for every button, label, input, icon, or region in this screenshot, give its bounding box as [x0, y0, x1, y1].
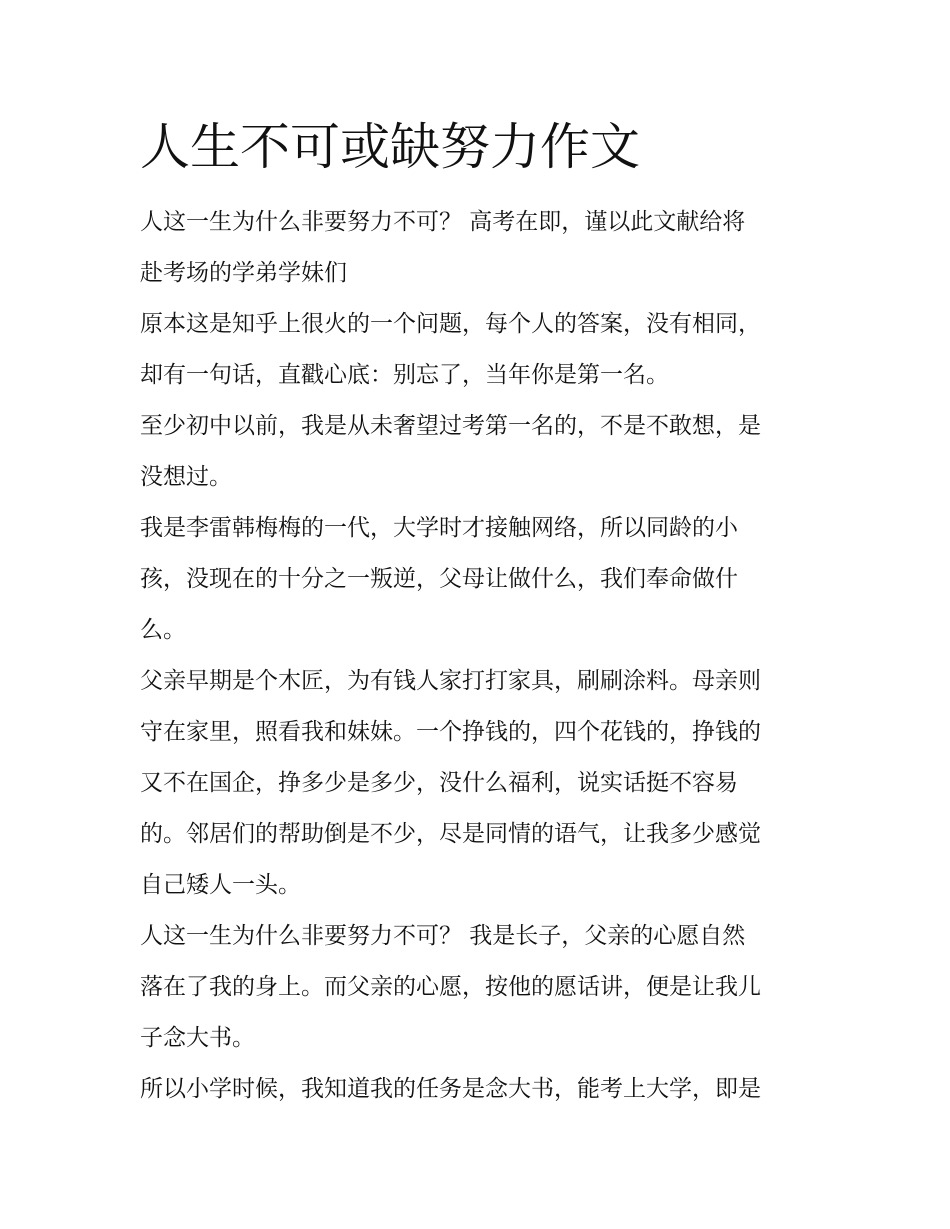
text-line: 落在了我的身上。而父亲的心愿，按他的愿话讲，便是让我儿 [140, 974, 761, 1000]
text-line: 守在家里，照看我和妹妹。一个挣钱的，四个花钱的，挣钱的 [140, 719, 761, 745]
text-line: 么。 [140, 617, 186, 643]
text-line: 人这一生为什么非要努力不可？ 高考在即，谨以此文献给将 [140, 209, 746, 235]
text-line: 却有一句话，直戳心底：别忘了，当年你是第一名。 [140, 362, 669, 388]
text-line: 所以小学时候，我知道我的任务是念大书，能考上大学，即是 [140, 1076, 761, 1102]
text-line: 赴考场的学弟学妹们 [140, 260, 347, 286]
text-line: 至少初中以前，我是从未奢望过考第一名的，不是不敢想，是 [140, 413, 761, 439]
text-line: 孩，没现在的十分之一叛逆，父母让做什么，我们奉命做什 [140, 566, 738, 592]
text-line: 人这一生为什么非要努力不可？ 我是长子，父亲的心愿自然 [140, 923, 746, 949]
text-line: 我是李雷韩梅梅的一代，大学时才接触网络，所以同龄的小 [140, 515, 738, 541]
text-line: 父亲早期是个木匠，为有钱人家打打家具，刷刷涂料。母亲则 [140, 668, 761, 694]
text-line: 原本这是知乎上很火的一个问题，每个人的答案，没有相同， [140, 311, 761, 337]
text-line: 子念大书。 [140, 1025, 255, 1051]
text-line: 自己矮人一头。 [140, 872, 301, 898]
text-line: 又不在国企，挣多少是多少，没什么福利，说实话挺不容易 [140, 770, 738, 796]
text-line: 没想过。 [140, 464, 232, 490]
text-line: 的。邻居们的帮助倒是不少，尽是同情的语气，让我多少感觉 [140, 821, 761, 847]
document-title: 人生不可或缺努力作文 [140, 118, 640, 176]
